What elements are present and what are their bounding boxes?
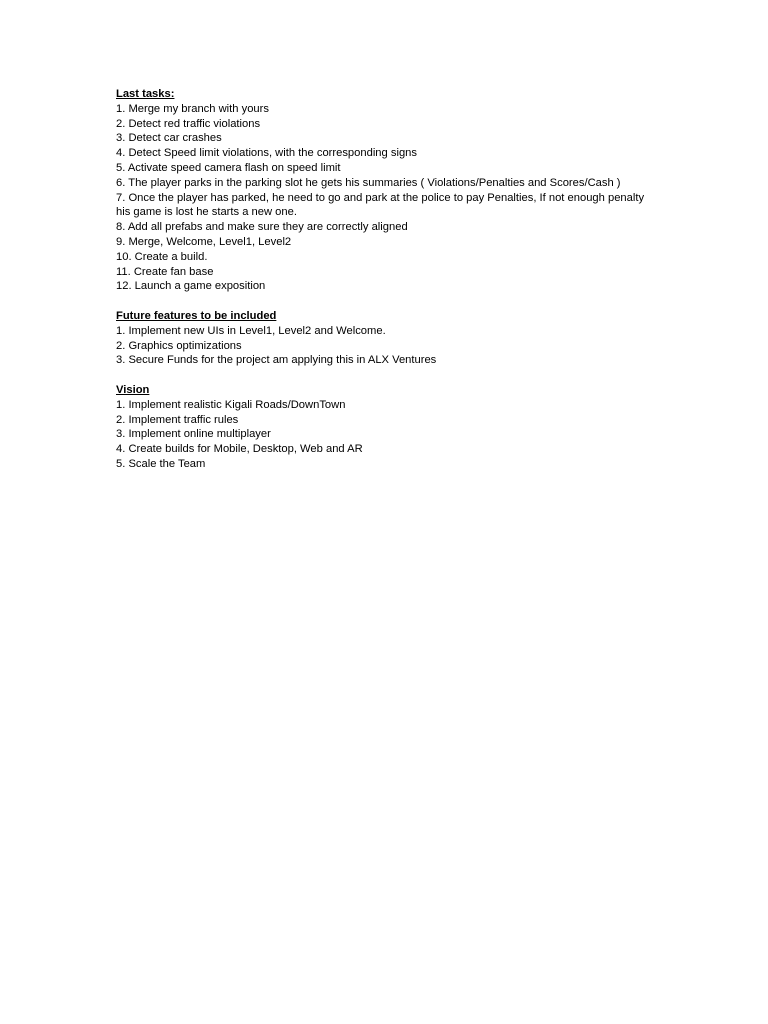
list-item: 10. Create a build. [116, 250, 208, 263]
list-item: 3. Detect car crashes [116, 132, 222, 145]
list-item: 4. Create builds for Mobile, Desktop, Web and AR [116, 443, 363, 456]
list-item: 1. Implement new UIs in Level1, Level2 and Welcome. [116, 324, 386, 337]
list-item: 6. The player parks in the parking slot he gets his summaries ( Violations/Penalties and Scores/Cash ) [116, 176, 621, 189]
list-item: 5. Activate speed camera flash on speed limit [116, 161, 341, 174]
list-item: 5. Scale the Team [116, 457, 206, 470]
section-last-tasks [116, 87, 656, 294]
list-item: 1. Implement realistic Kigali Roads/DownTown [116, 398, 346, 411]
vision-list [116, 398, 656, 472]
list-item: 2. Graphics optimizations [116, 339, 242, 352]
section-heading: Future features to be included [116, 309, 277, 322]
section-heading: Vision [116, 383, 150, 396]
list-item: 1. Merge my branch with yours [116, 102, 269, 115]
list-item: 3. Secure Funds for the project am applying this in ALX Ventures [116, 354, 437, 367]
section-heading: Last tasks: [116, 88, 175, 100]
list-item: 11. Create fan base [116, 265, 214, 278]
list-item: 3. Implement online multiplayer [116, 428, 271, 441]
list-item: 2. Detect red traffic violations [116, 117, 261, 130]
list-item: 4. Detect Speed limit violations, with the corresponding signs [116, 147, 417, 160]
list-item: 8. Add all prefabs and make sure they are correctly aligned [116, 221, 408, 234]
document-page [116, 87, 656, 472]
section-vision [116, 383, 656, 472]
task-list [116, 102, 656, 294]
list-item: 2. Implement traffic rules [116, 413, 239, 426]
list-item: 12. Launch a game exposition [116, 280, 266, 293]
section-future-features [116, 309, 656, 368]
feature-list [116, 324, 656, 368]
list-item: 9. Merge, Welcome, Level1, Level2 [116, 235, 292, 248]
list-item: 7. Once the player has parked, he need to go and park at the police to pay Penalties, If not enough penalty his game is lost he starts a new one. [116, 191, 645, 219]
